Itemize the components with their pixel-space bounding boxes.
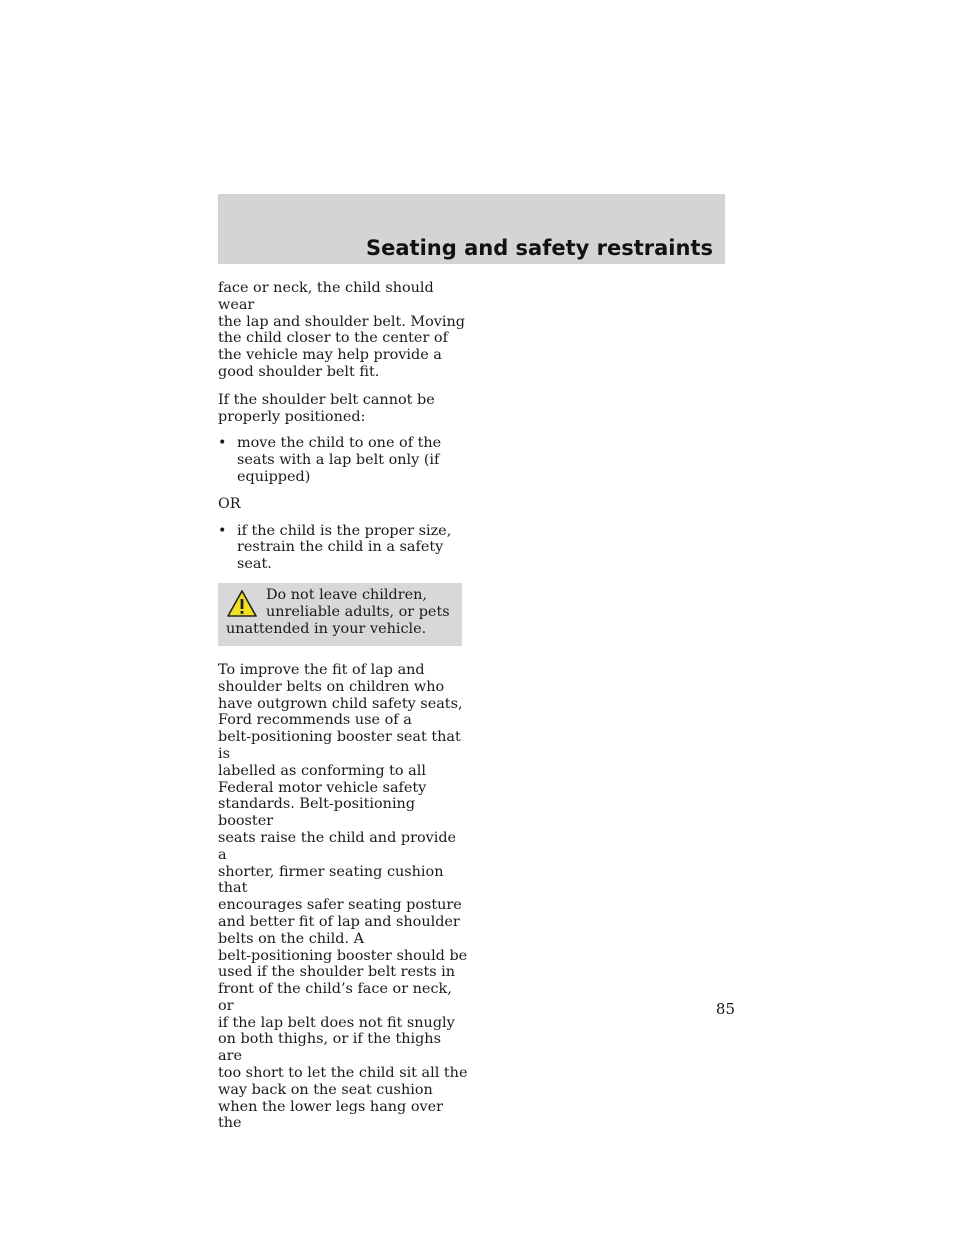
paragraph-shoulder-belt [218,392,468,426]
text-line: have outgrown child safety seats, [218,695,463,712]
warning-text-line: unattended in your vehicle. [226,620,427,637]
section-header-band [218,194,725,264]
warning-box [218,583,462,646]
text-line: belt-positioning booster should be [218,947,468,964]
text-line: seats raise the child and provide a [218,829,457,863]
text-line: good shoulder belt fit. [218,363,380,380]
text-line: belt-positioning booster seat that is [218,729,461,762]
or-separator: OR [218,495,241,512]
bullet-icon: • [218,522,227,539]
warning-text-line: Do not leave children, [266,586,427,603]
text-line: properly positioned: [218,408,366,425]
text-line: standards. Belt-positioning booster [218,796,416,830]
text-line: when the lower legs hang over the [218,1098,444,1132]
paragraph-booster-seat [218,662,468,1132]
text-line: the vehicle may help provide a [218,347,442,364]
text-line: encourages safer seating posture [218,897,462,914]
text-line: face or neck, the child should wear [218,280,434,313]
bullet-item-safety-seat [218,523,468,573]
warning-text-line: unreliable adults, or pets [266,603,450,620]
text-line: on both thighs, or if the thighs are [218,1031,441,1065]
text-line: and better fit of lap and shoulder [218,913,460,930]
bullet-icon: • [218,435,227,452]
text-line: shorter, firmer seating cushion that [218,863,444,897]
section-title: Seating and safety restraints [366,236,713,260]
bullet-item-move-child [218,435,468,485]
text-line: the lap and shoulder belt. Moving [218,313,465,330]
text-line: shoulder belts on children who [218,678,445,695]
text-line: too short to let the child sit all the [218,1065,468,1082]
text-line: if the lap belt does not fit snugly [218,1014,455,1031]
page-number: 85 [715,1000,735,1018]
warning-triangle-icon [226,589,258,619]
text-line: front of the child’s face or neck, or [218,981,452,1014]
text-line: seats with a lap belt only (if [237,452,440,469]
text-line: To improve the fit of lap and [218,661,425,678]
paragraph-continued [218,280,468,381]
text-line: If the shoulder belt cannot be [218,391,435,408]
text-line: equipped) [237,468,311,485]
text-line: used if the shoulder belt rests in [218,964,456,981]
text-line: belts on the child. A [218,930,365,947]
text-line: seat. [237,556,272,573]
text-line: move the child to one of the [237,435,442,452]
text-line: Federal motor vehicle safety [218,779,427,796]
text-line: labelled as conforming to all [218,762,426,779]
text-line: Ford recommends use of a [218,712,412,729]
text-line: way back on the seat cushion [218,1081,433,1098]
text-line: restrain the child in a safety [237,539,444,556]
text-line: if the child is the proper size, [237,522,452,539]
text-line: the child closer to the center of [218,330,448,347]
